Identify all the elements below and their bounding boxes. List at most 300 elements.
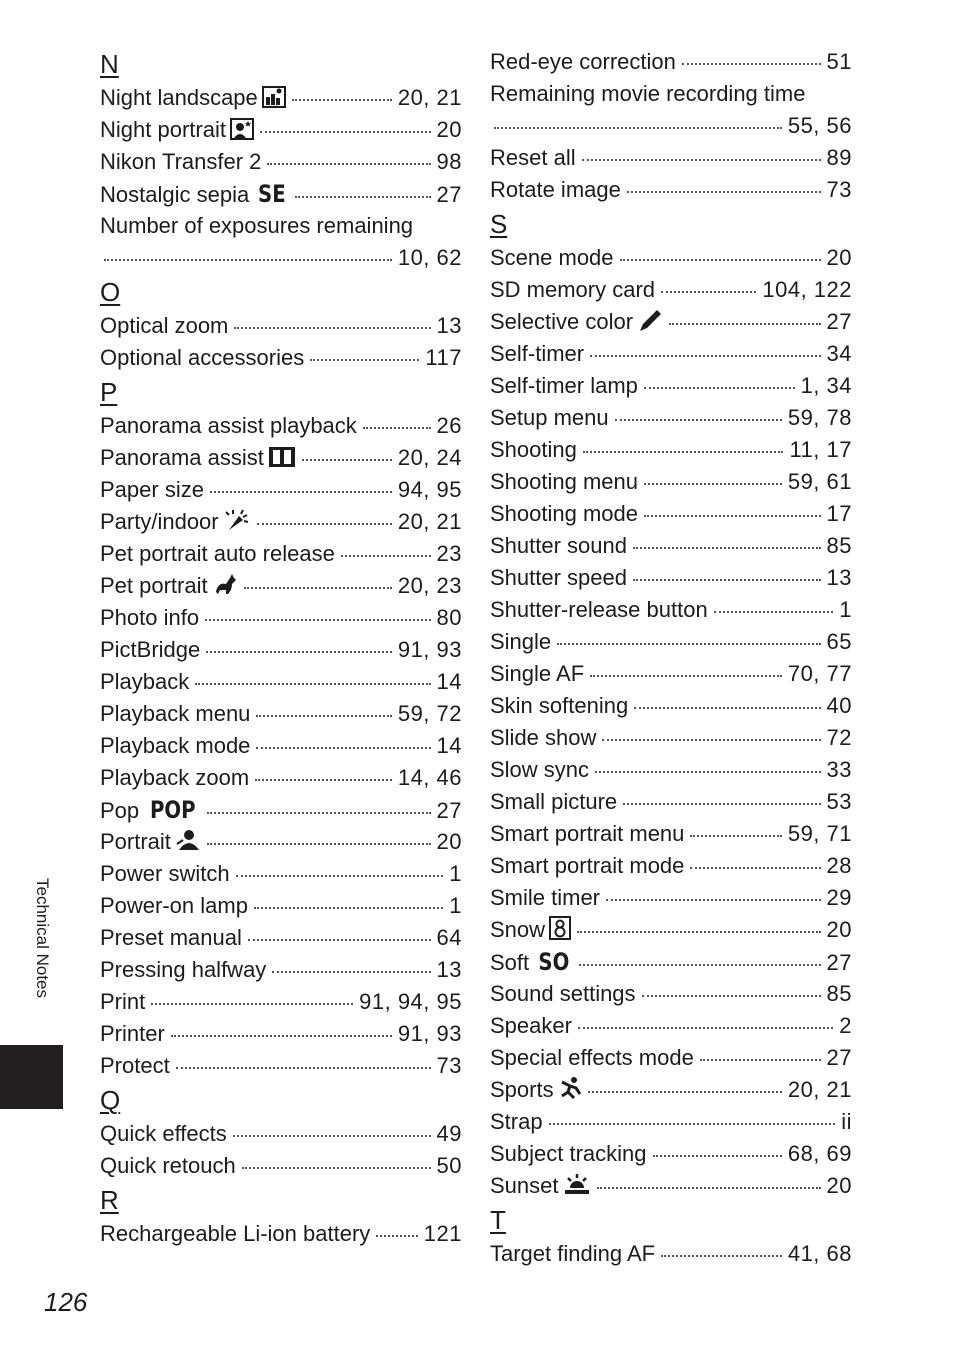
index-entry-quick-effects xyxy=(100,1118,462,1150)
page-reference: 59, 61 xyxy=(787,469,852,494)
page-reference: 27 xyxy=(826,1045,852,1070)
index-entry-rechargeable-li-ion-battery xyxy=(100,1218,462,1250)
index-term xyxy=(100,114,254,149)
index-term-text: Strap xyxy=(490,1109,543,1134)
dot-leader xyxy=(644,387,795,389)
index-term-text: Portrait xyxy=(100,829,171,854)
index-column-right xyxy=(490,46,852,1270)
index-entry-subject-tracking xyxy=(490,1138,852,1170)
index-term-text: Playback menu xyxy=(100,701,251,726)
page-number: 126 xyxy=(44,1287,88,1317)
index-entry-soft xyxy=(490,946,852,978)
page-reference: 73 xyxy=(436,1053,462,1078)
index-entry-pictbridge xyxy=(100,634,462,666)
section-letter-o: O xyxy=(100,277,121,307)
index-term-text: Sound settings xyxy=(490,981,636,1006)
index-term xyxy=(100,890,248,922)
index-term-text: Playback zoom xyxy=(100,765,250,790)
index-entry-nostalgic-sepia xyxy=(100,178,462,210)
dot-leader xyxy=(579,964,821,966)
side-tab-label: Technical Notes xyxy=(33,878,52,999)
dot-leader xyxy=(310,359,419,361)
dot-leader xyxy=(242,1167,431,1169)
dot-leader xyxy=(363,427,431,429)
index-entry-slide-show xyxy=(490,722,852,754)
index-term xyxy=(100,698,250,730)
index-term-text: Slow sync xyxy=(490,757,590,782)
index-column-left xyxy=(100,46,462,1250)
index-term-text: Rotate image xyxy=(490,177,621,202)
page-reference: 59, 71 xyxy=(787,821,852,846)
page-reference: 14 xyxy=(436,669,462,694)
dot-leader xyxy=(248,939,431,941)
index-term xyxy=(100,1218,370,1250)
dot-leader xyxy=(690,835,781,837)
page-reference: 23 xyxy=(436,541,462,566)
page-reference: 27 xyxy=(826,309,852,334)
page-reference: 121 xyxy=(423,1221,462,1246)
page-reference: 65 xyxy=(826,629,852,654)
index-term xyxy=(490,818,684,850)
index-term-text: Panorama assist xyxy=(100,445,264,470)
dot-leader xyxy=(233,1135,431,1137)
dot-leader xyxy=(254,907,443,909)
page-reference: 20, 21 xyxy=(397,509,462,534)
mode-symbol-icon: SE xyxy=(258,180,286,208)
index-term xyxy=(490,46,676,78)
index-entry-slow-sync xyxy=(490,754,852,786)
index-term-text: Special effects mode xyxy=(490,1045,694,1070)
index-term xyxy=(100,1050,170,1082)
dot-leader xyxy=(595,771,820,773)
index-term-text: Sunset xyxy=(490,1173,559,1198)
page-reference: 20, 21 xyxy=(397,85,462,110)
index-entry-self-timer xyxy=(490,338,852,370)
page-reference: 73 xyxy=(826,177,852,202)
index-entry-shooting-menu xyxy=(490,466,852,498)
index-entry-smart-portrait-menu xyxy=(490,818,852,850)
dot-leader xyxy=(295,196,431,198)
index-term-text: Self-timer lamp xyxy=(490,373,638,398)
index-entry-night-portrait xyxy=(100,114,462,146)
page-reference: 14, 46 xyxy=(397,765,462,790)
index-term xyxy=(100,826,201,861)
index-term xyxy=(100,210,462,242)
page-reference: 20, 21 xyxy=(787,1077,852,1102)
index-entry-scene-mode xyxy=(490,242,852,274)
dot-leader xyxy=(234,327,430,329)
page-reference: 34 xyxy=(826,341,852,366)
dot-leader xyxy=(341,555,431,557)
index-entry-nikon-transfer-2 xyxy=(100,146,462,178)
index-term xyxy=(490,722,596,754)
index-entry-shooting-mode xyxy=(490,498,852,530)
index-term xyxy=(490,370,638,402)
page-reference: 20 xyxy=(826,245,852,270)
page-reference: 94, 95 xyxy=(397,477,462,502)
index-term-text: Skin softening xyxy=(490,693,629,718)
page-reference: 28 xyxy=(826,853,852,878)
dot-leader xyxy=(256,747,430,749)
dot-leader xyxy=(615,419,782,421)
dot-leader xyxy=(644,483,782,485)
index-entry-printer xyxy=(100,1018,462,1050)
index-term xyxy=(490,946,573,979)
page-reference: 20 xyxy=(436,829,462,854)
dot-leader xyxy=(171,1035,392,1037)
index-term xyxy=(100,146,261,178)
page-reference: 40 xyxy=(826,693,852,718)
page-reference: 20 xyxy=(826,1173,852,1198)
dot-leader xyxy=(590,355,820,357)
page-reference: 33 xyxy=(826,757,852,782)
index-term-text: Shutter sound xyxy=(490,533,627,558)
index-term xyxy=(100,570,238,605)
dot-leader xyxy=(549,1123,836,1125)
index-entry-print xyxy=(100,986,462,1018)
index-entry-skin-softening xyxy=(490,690,852,722)
dot-leader xyxy=(714,611,834,613)
index-term xyxy=(490,690,628,722)
index-term xyxy=(100,986,145,1018)
index-entry-shutter-sound xyxy=(490,530,852,562)
sports-icon xyxy=(558,1076,582,1109)
index-entry-small-picture xyxy=(490,786,852,818)
index-term xyxy=(100,1018,165,1050)
index-term-text: Playback xyxy=(100,669,190,694)
index-term-text: Shutter speed xyxy=(490,565,627,590)
dot-leader xyxy=(176,1067,431,1069)
sunset-icon xyxy=(563,1172,591,1205)
index-term xyxy=(100,1150,236,1182)
index-entry-pet-portrait xyxy=(100,570,462,602)
page-reference: 26 xyxy=(436,413,462,438)
index-entry-single xyxy=(490,626,852,658)
index-term-text: Print xyxy=(100,989,146,1014)
index-term-text: Pop xyxy=(100,798,140,823)
dot-leader xyxy=(620,259,821,261)
dot-leader xyxy=(642,995,821,997)
index-term-text: Single xyxy=(490,629,552,654)
page-reference: 2 xyxy=(839,1013,852,1038)
index-entry-special-effects-mode xyxy=(490,1042,852,1074)
page-reference: 55, 56 xyxy=(787,113,852,138)
page-reference: 27 xyxy=(436,798,462,823)
index-entry-protect xyxy=(100,1050,462,1082)
index-entry-continuation xyxy=(490,110,852,142)
dot-leader xyxy=(583,451,784,453)
index-term xyxy=(490,1170,591,1205)
page-reference: 13 xyxy=(436,957,462,982)
index-term-text: Power switch xyxy=(100,861,230,886)
index-term xyxy=(490,78,852,110)
dot-leader xyxy=(272,971,430,973)
index-entry-shutter-release-button xyxy=(490,594,852,626)
index-term xyxy=(100,342,304,374)
page-reference: 72 xyxy=(826,725,852,750)
index-term-text: Sports xyxy=(490,1077,554,1102)
dot-leader xyxy=(104,259,392,261)
index-entry-optical-zoom xyxy=(100,310,462,342)
index-term xyxy=(490,306,663,341)
index-term-text: Scene mode xyxy=(490,245,614,270)
index-entry-optional-accessories xyxy=(100,342,462,374)
page-reference: 27 xyxy=(436,182,462,207)
index-term xyxy=(490,658,584,690)
index-entry-sd-memory-card xyxy=(490,274,852,306)
index-term xyxy=(490,142,576,174)
index-term-text: Setup menu xyxy=(490,405,609,430)
dot-leader xyxy=(205,619,430,621)
index-term-text: Pet portrait auto release xyxy=(100,541,335,566)
index-entry-power-on-lamp xyxy=(100,890,462,922)
dot-leader xyxy=(602,739,820,741)
index-entry-sound-settings xyxy=(490,978,852,1010)
dot-leader xyxy=(256,715,391,717)
page-reference: 29 xyxy=(826,885,852,910)
dot-leader xyxy=(623,803,820,805)
index-term xyxy=(100,794,201,827)
index-term-text: Slide show xyxy=(490,725,597,750)
page-reference: 41, 68 xyxy=(787,1241,852,1266)
dot-leader xyxy=(557,643,820,645)
index-entry-setup-menu xyxy=(490,402,852,434)
index-term xyxy=(490,786,617,818)
mode-symbol-icon: POP xyxy=(150,796,196,824)
index-term xyxy=(490,1042,694,1074)
index-term xyxy=(100,442,296,477)
side-tab-marker xyxy=(0,1045,63,1109)
dot-leader xyxy=(494,127,782,129)
index-entry-pressing-halfway xyxy=(100,954,462,986)
page-reference: 1, 34 xyxy=(800,373,852,398)
index-entry-night-landscape xyxy=(100,82,462,114)
index-term xyxy=(490,402,609,434)
index-term-text: Speaker xyxy=(490,1013,572,1038)
page-reference: 20 xyxy=(826,917,852,942)
page-reference: 70, 77 xyxy=(787,661,852,686)
page-reference: 98 xyxy=(436,149,462,174)
index-term xyxy=(100,666,189,698)
page-reference: 59, 78 xyxy=(787,405,852,430)
index-term-text: Shooting xyxy=(490,437,577,462)
dot-leader xyxy=(376,1235,418,1237)
dot-leader xyxy=(590,675,782,677)
index-term-text: Self-timer xyxy=(490,341,585,366)
index-term xyxy=(100,82,286,117)
index-entry-single-af xyxy=(490,658,852,690)
page-reference: 1 xyxy=(449,861,462,886)
section-letter-t: T xyxy=(490,1205,506,1235)
index-term-text: Shooting menu xyxy=(490,469,638,494)
page-reference: 27 xyxy=(826,950,852,975)
index-term-text: Subject tracking xyxy=(490,1141,647,1166)
portrait-icon xyxy=(175,828,201,861)
index-entry-speaker xyxy=(490,1010,852,1042)
index-term-text: Number of exposures remaining xyxy=(100,213,414,238)
index-term xyxy=(100,410,357,442)
page-reference: 91, 93 xyxy=(397,1021,462,1046)
index-term-text: Night portrait xyxy=(100,117,226,142)
index-term-text: Night landscape xyxy=(100,85,258,110)
index-term-text: Paper size xyxy=(100,477,204,502)
index-entry-selective-color xyxy=(490,306,852,338)
index-term xyxy=(100,474,204,506)
page-reference: 59, 72 xyxy=(397,701,462,726)
index-term xyxy=(100,762,249,794)
pet-portrait-icon xyxy=(212,572,238,605)
dot-leader xyxy=(236,875,444,877)
index-term-text: Snow xyxy=(490,917,546,942)
dot-leader xyxy=(682,63,821,65)
dot-leader xyxy=(578,1027,833,1029)
dot-leader xyxy=(700,1059,821,1061)
page-reference: 10, 62 xyxy=(397,245,462,270)
index-entry-panorama-assist-playback xyxy=(100,410,462,442)
page-reference: 1 xyxy=(449,893,462,918)
section-letter-r: R xyxy=(100,1185,119,1215)
index-entry-quick-retouch xyxy=(100,1150,462,1182)
index-entry-party-indoor xyxy=(100,506,462,538)
index-term xyxy=(490,850,684,882)
index-term-text: Reset all xyxy=(490,145,576,170)
index-entry-preset-manual xyxy=(100,922,462,954)
dot-leader xyxy=(577,931,820,933)
index-term-text: Optical zoom xyxy=(100,313,229,338)
page-reference: 51 xyxy=(826,49,852,74)
index-term xyxy=(490,1106,543,1138)
selective-color-icon xyxy=(637,308,663,341)
index-entry-continuation xyxy=(100,242,462,274)
index-term xyxy=(490,434,577,466)
page-reference: 50 xyxy=(436,1153,462,1178)
index-entry-sunset xyxy=(490,1170,852,1202)
index-term xyxy=(100,730,250,762)
page-reference: 13 xyxy=(436,313,462,338)
index-entry-self-timer-lamp xyxy=(490,370,852,402)
index-term xyxy=(490,1010,572,1042)
index-entry-snow xyxy=(490,914,852,946)
index-entry-sports xyxy=(490,1074,852,1106)
index-entry-pop xyxy=(100,794,462,826)
dot-leader xyxy=(633,547,821,549)
index-term-text: Small picture xyxy=(490,789,618,814)
index-term xyxy=(100,506,251,541)
index-term-text: Power-on lamp xyxy=(100,893,248,918)
index-term-text: Nikon Transfer 2 xyxy=(100,149,262,174)
index-term-text: Remaining movie recording time xyxy=(490,81,806,106)
dot-leader xyxy=(588,1091,782,1093)
dot-leader xyxy=(690,867,820,869)
index-term-text: Smart portrait mode xyxy=(490,853,685,878)
index-term-text: Smart portrait menu xyxy=(490,821,685,846)
index-term-text: Shutter-release button xyxy=(490,597,708,622)
index-entry-shooting xyxy=(490,434,852,466)
dot-leader xyxy=(582,159,821,161)
page-reference: 80 xyxy=(436,605,462,630)
index-term xyxy=(100,178,289,211)
index-term xyxy=(100,634,200,666)
index-term-text: Quick effects xyxy=(100,1121,227,1146)
index-term xyxy=(490,1238,655,1270)
index-term xyxy=(490,498,638,530)
index-term-text: PictBridge xyxy=(100,637,201,662)
page-reference: 11, 17 xyxy=(789,437,852,462)
index-entry-paper-size xyxy=(100,474,462,506)
page-reference: 14 xyxy=(436,733,462,758)
index-term-text: Soft xyxy=(490,950,530,975)
index-entry-panorama-assist xyxy=(100,442,462,474)
page-reference: 20, 24 xyxy=(397,445,462,470)
index-term xyxy=(490,274,655,306)
index-entry-red-eye-correction xyxy=(490,46,852,78)
index-term xyxy=(490,242,614,274)
dot-leader xyxy=(207,843,431,845)
dot-leader xyxy=(661,1255,782,1257)
dot-leader xyxy=(634,707,820,709)
section-letter-n: N xyxy=(100,49,119,79)
index-term-text: Pet portrait xyxy=(100,573,208,598)
panorama-icon xyxy=(268,445,296,477)
index-term xyxy=(490,1138,647,1170)
index-term xyxy=(100,1118,227,1150)
page-reference: 13 xyxy=(826,565,852,590)
index-term xyxy=(100,954,266,986)
dot-leader xyxy=(257,523,392,525)
index-entry-photo-info xyxy=(100,602,462,634)
index-term-text: Quick retouch xyxy=(100,1153,236,1178)
page-reference: 91, 93 xyxy=(397,637,462,662)
index-entry-number-of-exposures-remaining xyxy=(100,210,462,274)
index-entry-portrait xyxy=(100,826,462,858)
dot-leader xyxy=(302,459,392,461)
index-term-text: Panorama assist playback xyxy=(100,413,357,438)
page-reference: 117 xyxy=(425,345,462,370)
index-term xyxy=(490,1074,582,1109)
dot-leader xyxy=(627,191,821,193)
dot-leader xyxy=(606,899,821,901)
index-term xyxy=(490,978,636,1010)
index-term xyxy=(100,602,199,634)
dot-leader xyxy=(206,651,392,653)
index-entry-shutter-speed xyxy=(490,562,852,594)
page-reference: 64 xyxy=(436,925,462,950)
dot-leader xyxy=(195,683,430,685)
page-reference: 20 xyxy=(436,117,462,142)
index-term-text: Protect xyxy=(100,1053,170,1078)
index-entry-pet-portrait-auto-release xyxy=(100,538,462,570)
index-entry-remaining-movie-recording-time xyxy=(490,78,852,142)
index-entry-smile-timer xyxy=(490,882,852,914)
index-term xyxy=(490,594,708,626)
index-term-text: Rechargeable Li-ion battery xyxy=(100,1221,371,1246)
page-reference: 49 xyxy=(436,1121,462,1146)
dot-leader xyxy=(210,491,392,493)
index-term-text: Party/indoor xyxy=(100,509,219,534)
index-term xyxy=(490,466,638,498)
index-term-text: SD memory card xyxy=(490,277,656,302)
dot-leader xyxy=(644,515,821,517)
index-term-text: Playback mode xyxy=(100,733,251,758)
index-term-text: Preset manual xyxy=(100,925,242,950)
mode-symbol-icon: SO xyxy=(538,948,570,976)
snow-icon xyxy=(549,916,571,949)
index-term-text: Target finding AF xyxy=(490,1241,656,1266)
index-entry-target-finding-af xyxy=(490,1238,852,1270)
page-reference: 1 xyxy=(839,597,852,622)
page-reference: 20, 23 xyxy=(397,573,462,598)
dot-leader xyxy=(633,579,821,581)
